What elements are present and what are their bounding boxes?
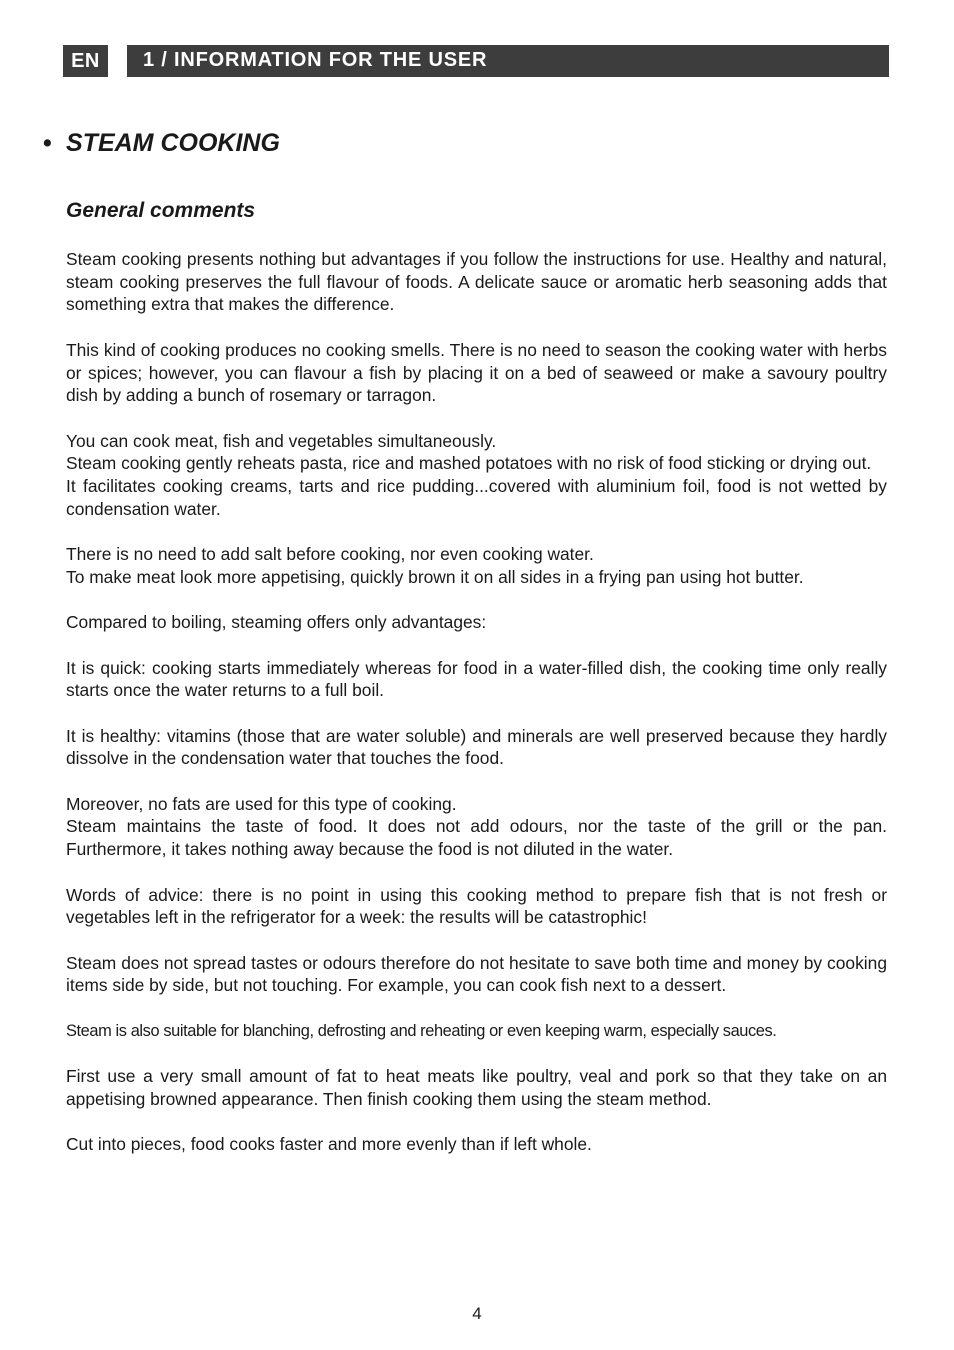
paragraph (66, 339, 887, 407)
paragraph-text: Steam is also suitable for blanching, defrosting and reheating or even keeping warm, especially sauces. (66, 1021, 777, 1040)
paragraph (66, 248, 887, 316)
paragraph-text: Compared to boiling, steaming offers only advantages: (66, 612, 487, 633)
paragraph (66, 884, 887, 929)
body-text (66, 248, 887, 1179)
page-title (43, 126, 280, 160)
paragraph (66, 657, 887, 702)
paragraph-text: There is no need to add salt before cooking, nor even cooking water. To make meat look more appetising, quickly brown it on all sides in a frying pan using hot butter. (66, 544, 804, 587)
paragraph (66, 1020, 887, 1043)
paragraph (66, 952, 887, 997)
page-title-text: STEAM COOKING (66, 129, 280, 157)
title-bullet: • (43, 129, 52, 157)
paragraph-text: It is quick: cooking starts immediately whereas for food in a water-filled dish, the cooking time only really starts once the water returns to a full boil. (66, 657, 887, 701)
paragraph-text: It is healthy: vitamins (those that are water soluble) and minerals are well preserved because they hardly dissolve in the condensation water that touches the food. (66, 725, 887, 769)
paragraph (66, 430, 887, 521)
paragraph-text: Steam cooking presents nothing but advantages if you follow the instructions for use. Healthy and natural, steam cooking preserves the full flavour of foods. A delicate sauce or aromatic herb seasoning adds that something extra that makes the difference. (66, 249, 887, 315)
page-number: 4 (472, 1304, 482, 1323)
paragraph-text: Moreover, no fats are used for this type of cooking. Steam maintains the taste of food. It does not add odours, nor the taste of the grill or the pan. Furthermore, it takes nothing away because the food is not diluted in the water. (66, 793, 887, 860)
section-subtitle: General comments (66, 199, 256, 222)
paragraph-text: Words of advice: there is no point in using this cooking method to prepare fish that is not fresh or vegetables left in the refrigerator for a week: the results will be catastrophic! (66, 884, 887, 928)
paragraph (66, 543, 887, 588)
paragraph-text: You can cook meat, fish and vegetables simultaneously. Steam cooking gently reheats pasta, rice and mashed potatoes with no risk of food sticking or drying out. It facilitates cooking creams, tarts and rice pudding...covered with aluminium foil, food is not wetted by condensation water. (66, 430, 887, 519)
paragraph (66, 725, 887, 770)
paragraph-text: This kind of cooking produces no cooking smells. There is no need to season the cooking water with herbs or spices; however, you can flavour a fish by placing it on a bed of seaweed or make a savoury poultry dish by adding a bunch of rosemary or tarragon. (66, 339, 887, 406)
language-badge: EN (63, 45, 108, 77)
paragraph (66, 1133, 887, 1156)
paragraph-text: First use a very small amount of fat to heat meats like poultry, veal and pork so that they take on an appetising browned appearance. Then finish cooking them using the steam method. (66, 1066, 887, 1109)
paragraph-text: Steam does not spread tastes or odours therefore do not hesitate to save both time and money by cooking items side by side, but not touching. For example, you can cook fish next to a dessert. (66, 952, 887, 996)
section-header-bar: 1 / INFORMATION FOR THE USER (127, 45, 889, 77)
paragraph-text: Cut into pieces, food cooks faster and more evenly than if left whole. (66, 1134, 592, 1155)
paragraph (66, 1065, 887, 1110)
paragraph (66, 793, 887, 861)
paragraph (66, 611, 887, 634)
